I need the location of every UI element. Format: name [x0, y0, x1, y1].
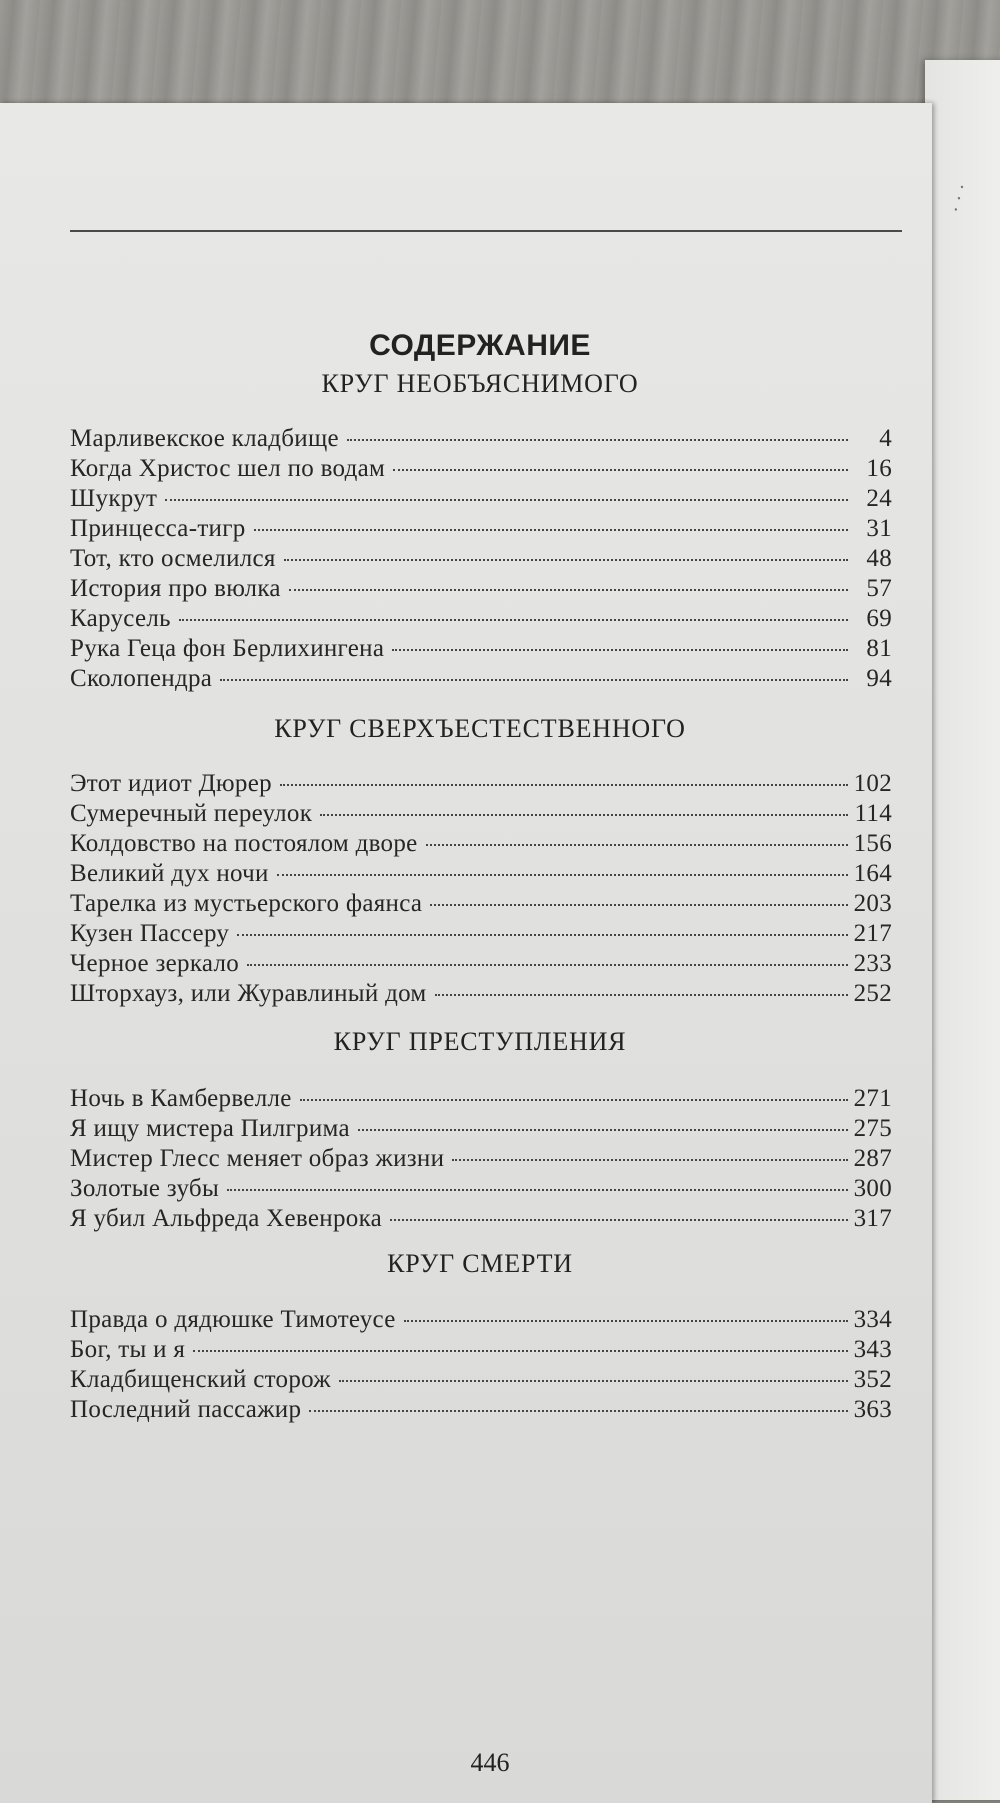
toc-entry	[70, 920, 892, 950]
dot-leader	[426, 844, 848, 846]
entry-page-number: 363	[853, 1396, 892, 1423]
dot-leader	[347, 439, 848, 441]
entry-title: Золотые зубы	[70, 1175, 220, 1202]
toc-entry	[70, 575, 892, 605]
entry-page-number: 164	[853, 860, 892, 887]
dot-leader	[280, 784, 848, 786]
entry-page-number: 156	[853, 830, 892, 857]
entry-title: Когда Христос шел по водам	[70, 455, 386, 482]
dot-leader	[165, 499, 848, 501]
entry-title: Сумеречный переулок	[70, 800, 313, 827]
dot-leader	[179, 619, 848, 621]
entry-page-number: 69	[866, 605, 892, 632]
dot-leader	[247, 964, 847, 966]
toc-entry	[70, 605, 892, 635]
entry-title: Правда о дядюшке Тимотеусе	[70, 1306, 396, 1333]
entry-title: Карусель	[70, 605, 171, 632]
toc-entry	[70, 665, 892, 695]
dot-leader	[390, 1219, 848, 1221]
toc-entry	[70, 1205, 892, 1235]
entry-page-number: 57	[866, 575, 892, 602]
entry-title: Я убил Альфреда Хевенрока	[70, 1205, 383, 1232]
entry-title: Рука Геца фон Берлихингена	[70, 635, 385, 662]
entry-page-number: 233	[853, 950, 892, 977]
toc-entry	[70, 800, 892, 830]
toc-entry	[70, 860, 892, 890]
toc-entry	[70, 1366, 892, 1396]
section-heading-3: КРУГ ПРЕСТУПЛЕНИЯ	[333, 1027, 627, 1056]
entry-page-number: 343	[853, 1336, 892, 1363]
entry-page-number: 102	[853, 770, 892, 797]
entry-title: Колдовство на постоялом дворе	[70, 830, 418, 857]
page-title: СОДЕРЖАНИЕ	[369, 329, 591, 362]
dot-leader	[392, 649, 848, 651]
entry-page-number: 217	[853, 920, 892, 947]
toc-entry	[70, 515, 892, 545]
toc-entry	[70, 1175, 892, 1205]
toc-entry	[70, 635, 892, 665]
entry-title: Этот идиот Дюрер	[70, 770, 272, 797]
entry-title: Шукрут	[70, 485, 158, 512]
dot-leader	[393, 469, 848, 471]
entry-title: Принцесса-тигр	[70, 515, 246, 542]
section-heading-1: КРУГ НЕОБЪЯСНИМОГО	[321, 369, 639, 398]
entry-title: Черное зеркало	[70, 950, 240, 977]
dot-leader	[404, 1320, 848, 1322]
dot-leader	[358, 1129, 848, 1131]
entry-title: Последний пассажир	[70, 1396, 302, 1423]
entry-page-number: 287	[853, 1145, 892, 1172]
entry-page-number: 334	[853, 1306, 892, 1333]
dot-leader	[435, 994, 848, 996]
page-number: 446	[470, 1748, 510, 1777]
toc-entry	[70, 425, 892, 455]
adjacent-page-edge	[925, 60, 1000, 1800]
dot-leader	[254, 529, 848, 531]
entry-title: Бог, ты и я	[70, 1336, 186, 1363]
section-3-entries	[70, 1085, 892, 1235]
entry-page-number: 300	[853, 1175, 892, 1202]
toc-entry	[70, 1396, 892, 1426]
dot-leader	[237, 934, 847, 936]
entry-page-number: 24	[866, 485, 892, 512]
toc-entry	[70, 950, 892, 980]
entry-title: Сколопендра	[70, 665, 213, 692]
dot-leader	[452, 1159, 847, 1161]
dot-leader	[430, 904, 847, 906]
toc-entry	[70, 1145, 892, 1175]
toc-entry	[70, 770, 892, 800]
toc-entry	[70, 545, 892, 575]
entry-page-number: 16	[866, 455, 892, 482]
toc-entry	[70, 485, 892, 515]
toc-entry	[70, 830, 892, 860]
dot-leader	[339, 1380, 848, 1382]
entry-title: Кузен Пассеру	[70, 920, 230, 947]
entry-title: История про вюлка	[70, 575, 281, 602]
dot-leader	[289, 589, 848, 591]
entry-page-number: 81	[866, 635, 892, 662]
dot-leader	[309, 1410, 847, 1412]
toc-entry	[70, 455, 892, 485]
entry-title: Марливекское кладбище	[70, 425, 339, 452]
entry-page-number: 352	[853, 1366, 892, 1393]
entry-page-number: 114	[854, 800, 892, 827]
toc-entry	[70, 1336, 892, 1366]
entry-page-number: 4	[879, 425, 892, 452]
section-2-entries	[70, 770, 892, 1010]
section-heading-2: КРУГ СВЕРХЪЕСТЕСТВЕННОГО	[274, 714, 686, 743]
entry-title: Великий дух ночи	[70, 860, 269, 887]
toc-entry	[70, 1085, 892, 1115]
entry-page-number: 48	[866, 545, 892, 572]
entry-title: Я ищу мистера Пилгрима	[70, 1115, 350, 1142]
entry-page-number: 31	[866, 515, 892, 542]
section-1-entries	[70, 425, 892, 695]
dot-leader	[193, 1350, 847, 1352]
dot-leader	[300, 1099, 848, 1101]
adjacent-page-text-fragment: · · ·	[945, 181, 975, 216]
section-4-entries	[70, 1306, 892, 1426]
section-heading-4: КРУГ СМЕРТИ	[387, 1249, 573, 1278]
header-rule	[70, 230, 902, 232]
toc-entry	[70, 1306, 892, 1336]
entry-title: Ночь в Камбервелле	[70, 1085, 292, 1112]
entry-title: Тарелка из мустьерского фаянса	[70, 890, 423, 917]
entry-page-number: 271	[853, 1085, 892, 1112]
toc-entry	[70, 980, 892, 1010]
dot-leader	[320, 814, 848, 816]
entry-page-number: 203	[853, 890, 892, 917]
dot-leader	[220, 679, 848, 681]
dot-leader	[284, 559, 848, 561]
entry-page-number: 275	[853, 1115, 892, 1142]
book-page	[0, 103, 932, 1803]
toc-entry	[70, 890, 892, 920]
entry-page-number: 252	[853, 980, 892, 1007]
entry-title: Мистер Глесс меняет образ жизни	[70, 1145, 445, 1172]
entry-title: Кладбищенский сторож	[70, 1366, 331, 1393]
entry-page-number: 94	[866, 665, 892, 692]
toc-entry	[70, 1115, 892, 1145]
entry-title: Шторхауз, или Журавлиный дом	[70, 980, 427, 1007]
dot-leader	[277, 874, 848, 876]
entry-page-number: 317	[853, 1205, 892, 1232]
dot-leader	[227, 1189, 848, 1191]
entry-title: Тот, кто осмелился	[70, 545, 276, 572]
